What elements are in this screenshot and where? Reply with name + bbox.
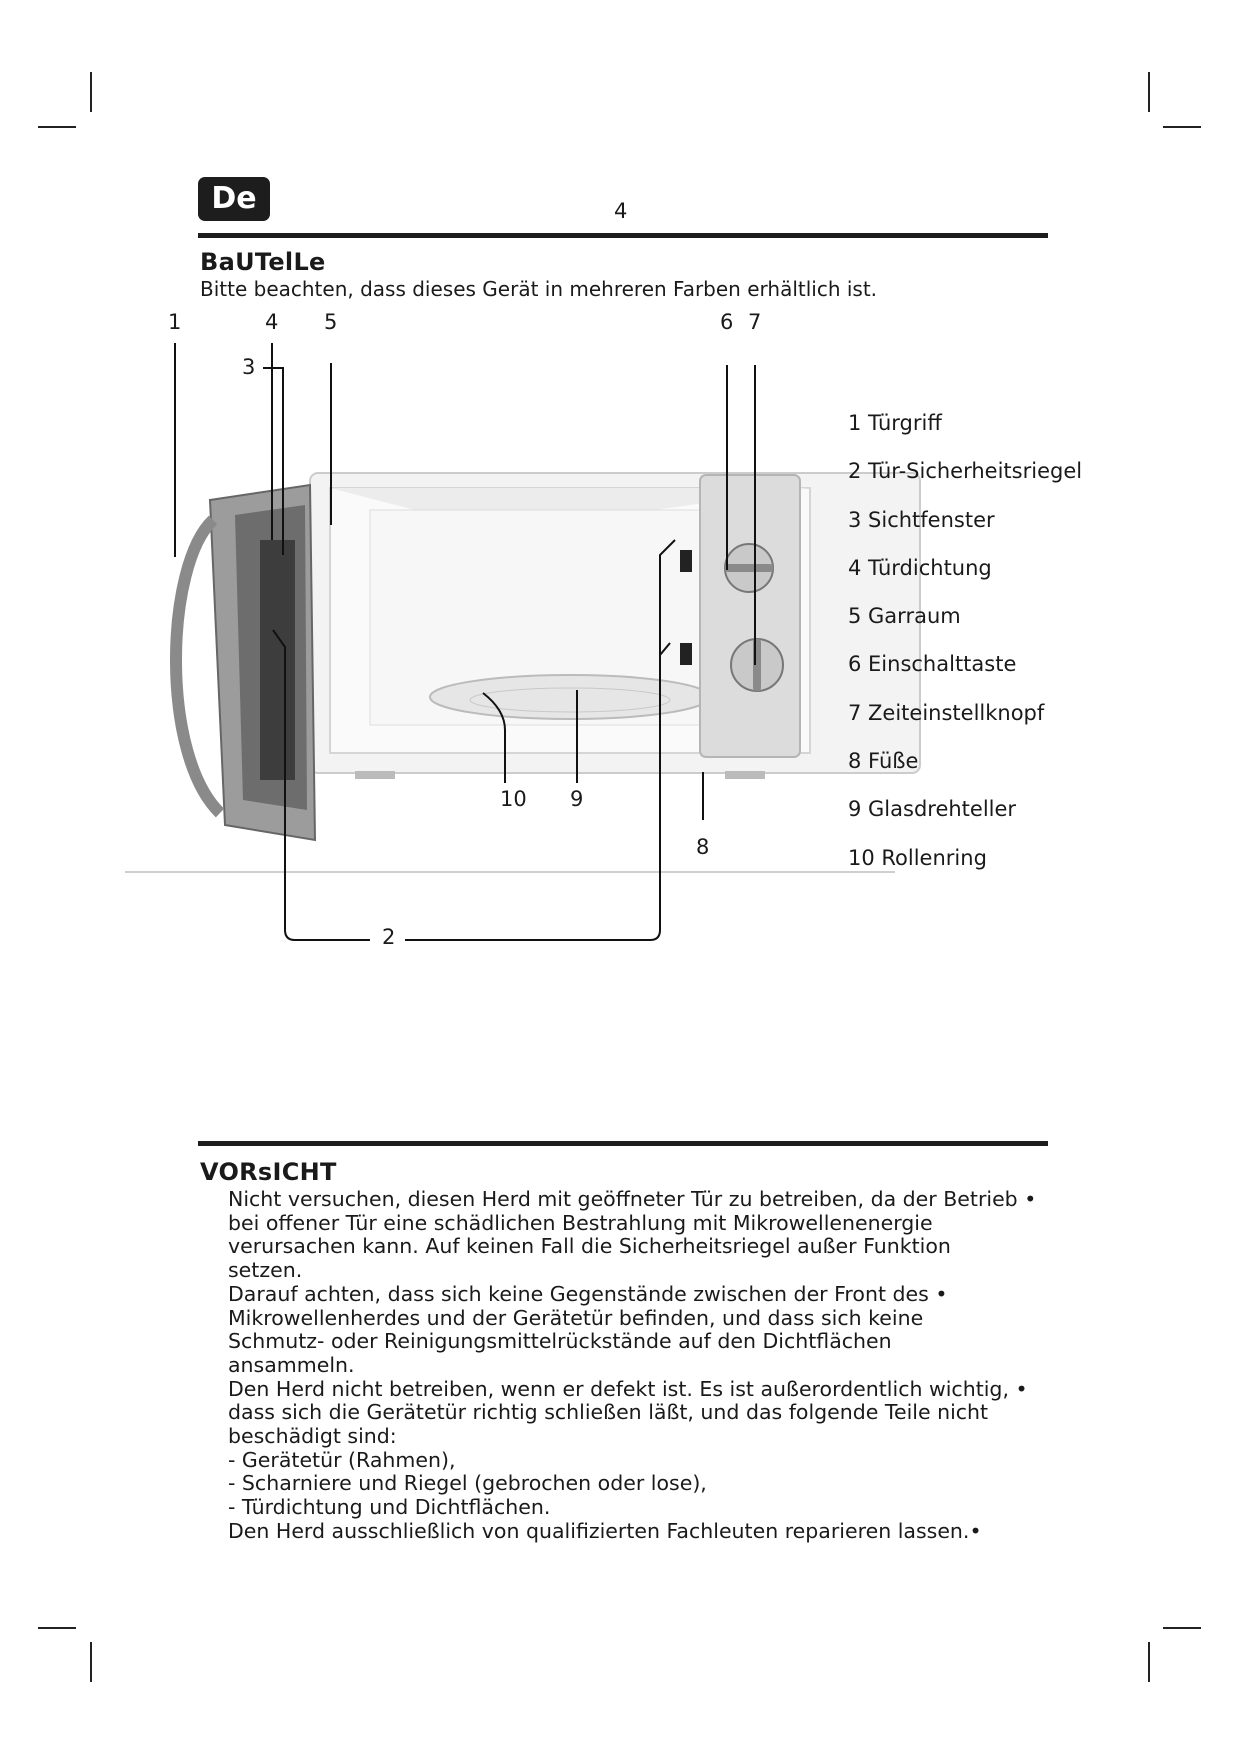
- caution-line: Den Herd nicht betreiben, wenn er defekt ist. Es ist außerordentlich wichtig, •: [228, 1376, 1028, 1401]
- legend-item: 4 Türdichtung: [848, 555, 992, 580]
- legend-item: 6 Einschalttaste: [848, 652, 1017, 677]
- caution-line: Mikrowellenherdes und der Gerätetür befinden, und dass sich keine: [228, 1305, 924, 1330]
- callout-10: 10: [500, 787, 527, 811]
- caution-line: setzen.: [228, 1258, 303, 1283]
- section-rule: [198, 1141, 1048, 1146]
- color-note: Bitte beachten, dass dieses Gerät in mehreren Farben erhältlich ist.: [200, 277, 878, 301]
- crop-mark: [1148, 72, 1150, 112]
- caution-line: Nicht versuchen, diesen Herd mit geöffneter Tür zu betreiben, da der Betrieb •: [228, 1187, 1037, 1211]
- caution-text: [228, 1188, 1078, 1544]
- caution-line: beschädigt sind:: [228, 1424, 397, 1449]
- legend-item: 1 Türgriff: [848, 411, 942, 435]
- callout-4: 4: [265, 310, 279, 334]
- caution-line: Den Herd ausschließlich von qualifizierten Fachleuten reparieren lassen.•: [228, 1518, 982, 1543]
- caution-line: - Türdichtung und Dichtflächen.: [228, 1495, 551, 1520]
- section-rule: [198, 233, 1048, 238]
- callout-3: 3: [242, 355, 256, 379]
- caution-line: Schmutz- oder Reinigungsmittelrückstände auf den Dichtflächen: [228, 1329, 892, 1354]
- callout-7: 7: [748, 310, 762, 334]
- legend-item: 5 Garraum: [848, 604, 961, 629]
- callout-5: 5: [324, 310, 338, 334]
- caution-line: dass sich die Gerätetür richtig schließen läßt, und das folgende Teile nicht: [228, 1400, 989, 1425]
- callout-6: 6: [720, 310, 734, 334]
- caution-line: - Gerätetür (Rahmen),: [228, 1447, 456, 1472]
- legend-item: 7 Zeiteinstellknopf: [848, 700, 1045, 725]
- legend-item: 8 Füße: [848, 749, 919, 774]
- crop-mark: [1163, 126, 1201, 128]
- crop-mark: [1148, 1642, 1150, 1682]
- parts-legend: [848, 405, 1082, 888]
- legend-item: 10 Rollenring: [848, 845, 987, 870]
- callout-1: 1: [168, 310, 182, 334]
- caution-line: - Scharniere und Riegel (gebrochen oder lose),: [228, 1471, 707, 1496]
- caution-line: Darauf achten, dass sich keine Gegenstände zwischen der Front des •: [228, 1281, 948, 1306]
- caution-line: verursachen kann. Auf keinen Fall die Sicherheitsriegel außer Funktion: [228, 1234, 951, 1259]
- legend-item: 2 Tür-Sicherheitsriegel: [848, 459, 1083, 484]
- components-heading: BaUTelLe: [200, 248, 326, 276]
- callout-2: 2: [382, 925, 396, 949]
- callout-9: 9: [570, 787, 584, 811]
- crop-mark: [38, 1627, 76, 1629]
- caution-heading: VORsICHT: [200, 1158, 337, 1186]
- crop-mark: [90, 1642, 92, 1682]
- crop-mark: [38, 126, 76, 128]
- legend-item: 9 Glasdrehteller: [848, 797, 1017, 822]
- caution-line: bei offener Tür eine schädlichen Bestrahlung mit Mikrowellenenergie: [228, 1210, 933, 1235]
- legend-item: 3 Sichtfenster: [848, 507, 995, 532]
- crop-mark: [1163, 1627, 1201, 1629]
- crop-mark: [90, 72, 92, 112]
- page-number: 4: [614, 199, 628, 223]
- language-badge: De: [198, 177, 270, 221]
- callout-8: 8: [696, 835, 710, 859]
- caution-line: ansammeln.: [228, 1352, 355, 1377]
